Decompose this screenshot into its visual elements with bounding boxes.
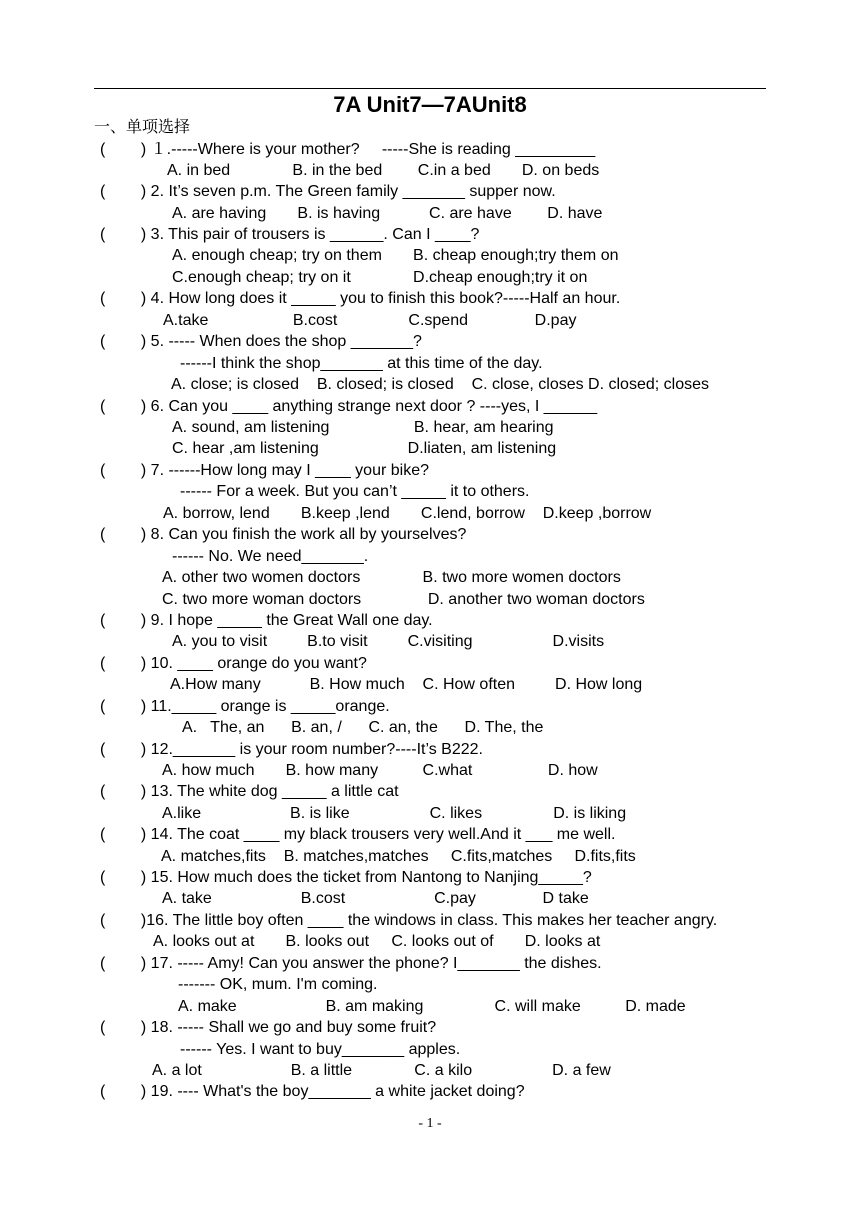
options-line: A. other two women doctors B. two more women doctors — [162, 569, 621, 586]
page-number: - 1 - — [418, 1116, 442, 1131]
question-line: ( ) 6. Can you ____ anything strange next door ? ----yes, I ______ — [100, 398, 598, 415]
question-line: ( ) 3. This pair of trousers is ______. Can I ____? — [100, 226, 480, 243]
question-line: ( ) 9. I hope _____ the Great Wall one day. — [100, 612, 433, 629]
question-line: ( ) 12._______ is your room number?----It’s B222. — [100, 741, 483, 758]
question-line: ( ) 13. The white dog _____ a little cat — [100, 783, 399, 800]
options-line: C.enough cheap; try on it D.cheap enough;try it on — [172, 269, 588, 286]
section-title: 一、单项选择 — [94, 119, 191, 136]
dialogue-line: ------ Yes. I want to buy_______ apples. — [180, 1041, 461, 1058]
dialogue-line: ------- OK, mum. I'm coming. — [178, 976, 378, 993]
options-line: A. you to visit B.to visit C.visiting D.visits — [172, 633, 605, 650]
options-line: A. borrow, lend B.keep ,lend C.lend, borrow D.keep ,borrow — [163, 505, 652, 522]
options-line: A. how much B. how many C.what D. how — [162, 762, 598, 779]
question-line: ( ) 19. ---- What's the boy_______ a white jacket doing? — [100, 1083, 525, 1100]
options-line: A. looks out at B. looks out C. looks out of D. looks at — [153, 933, 601, 950]
dialogue-line: ------ For a week. But you can’t _____ it to others. — [180, 483, 530, 500]
options-line: A.like B. is like C. likes D. is liking — [162, 805, 627, 822]
page-title: 7A Unit7—7AUnit8 — [333, 92, 527, 117]
question-line: ( ) 7. ------How long may I ____ your bike? — [100, 462, 429, 479]
options-line: A. a lot B. a little C. a kilo D. a few — [152, 1062, 611, 1079]
question-line: ( ) 8. Can you finish the work all by yourselves? — [100, 526, 467, 543]
dialogue-line: ------I think the shop_______ at this time of the day. — [180, 355, 543, 372]
options-line: A. make B. am making C. will make D. made — [178, 998, 686, 1015]
question-line: ( ) 15. How much does the ticket from Nantong to Nanjing_____? — [100, 869, 592, 886]
options-line: C. two more woman doctors D. another two woman doctors — [162, 591, 645, 608]
options-line: A. in bed B. in the bed C.in a bed D. on beds — [167, 162, 600, 179]
question-line: ( ) 5. ----- When does the shop _______? — [100, 333, 422, 350]
options-line: A.How many B. How much C. How often D. How long — [170, 676, 643, 693]
question-line: ( ) 11._____ orange is _____orange. — [100, 698, 390, 715]
question-line: ( )16. The little boy often ____ the windows in class. This makes her teacher angry. — [100, 912, 718, 929]
question-line: ( ) 17. ----- Amy! Can you answer the phone? I_______ the dishes. — [100, 955, 602, 972]
options-line: A.take B.cost C.spend D.pay — [163, 312, 577, 329]
options-line: C. hear ,am listening D.liaten, am listening — [172, 440, 557, 457]
options-line: A. matches,fits B. matches,matches C.fits,matches D.fits,fits — [161, 848, 636, 865]
question-line: ( ) 4. How long does it _____ you to finish this book?-----Half an hour. — [100, 290, 621, 307]
question-line: ( ) 14. The coat ____ my black trousers very well.And it ___ me well. — [100, 826, 616, 843]
options-line: A. sound, am listening B. hear, am hearing — [172, 419, 554, 436]
question-line: ( ) 18. ----- Shall we go and buy some fruit? — [100, 1019, 437, 1036]
options-line: A. take B.cost C.pay D take — [162, 890, 589, 907]
question-line: ( ) １.-----Where is your mother? -----She is reading _________ — [100, 141, 596, 158]
options-line: A. close; is closed B. closed; is closed C. close, closes D. closed; closes — [171, 376, 709, 393]
dialogue-line: ------ No. We need_______. — [172, 548, 369, 565]
header-rule — [94, 88, 766, 89]
options-line: A. The, an B. an, / C. an, the D. The, the — [182, 719, 544, 736]
options-line: A. are having B. is having C. are have D. have — [172, 205, 603, 222]
question-line: ( ) 10. ____ orange do you want? — [100, 655, 367, 672]
question-line: ( ) 2. It’s seven p.m. The Green family _______ supper now. — [100, 183, 556, 200]
options-line: A. enough cheap; try on them B. cheap enough;try them on — [172, 247, 619, 264]
